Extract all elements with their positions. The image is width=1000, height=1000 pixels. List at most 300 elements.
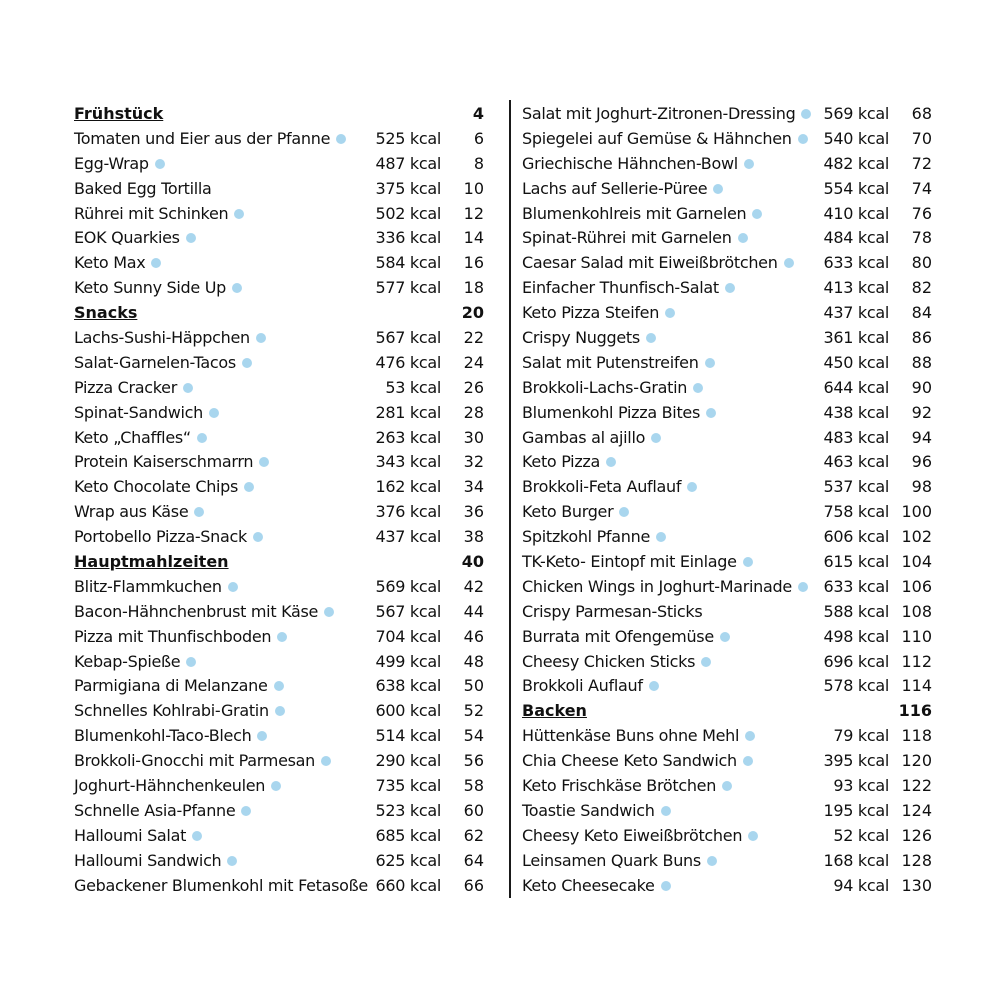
recipe-name-text: Blumenkohlreis mit Garnelen — [522, 203, 747, 223]
recipe-name-text: Keto „Chaffles“ — [74, 427, 191, 447]
recipe-name — [522, 500, 629, 525]
page-number: 60 — [463, 800, 484, 820]
recipe-name — [74, 226, 196, 251]
recipe-name — [74, 625, 287, 650]
page-number: 72 — [911, 153, 932, 173]
keto-badge-icon — [701, 657, 711, 667]
page-number: 116 — [898, 701, 932, 721]
recipe-name — [74, 849, 237, 874]
calories: 537 kcal — [823, 477, 889, 497]
recipe-name — [74, 824, 202, 849]
calories: 281 kcal — [375, 402, 441, 422]
page-number: 62 — [463, 825, 484, 845]
page-number: 106 — [901, 576, 932, 596]
keto-badge-icon — [743, 557, 753, 567]
keto-badge-icon — [155, 159, 165, 169]
toc-entry — [522, 127, 932, 152]
page-number: 118 — [901, 726, 932, 746]
toc-entry — [522, 650, 932, 675]
toc-entry — [522, 500, 932, 525]
recipe-name-text: EOK Quarkies — [74, 228, 180, 248]
toc-entry — [74, 749, 484, 774]
calories: 162 kcal — [375, 477, 441, 497]
calories: 168 kcal — [823, 850, 889, 870]
calories: 685 kcal — [375, 825, 441, 845]
toc-entry — [74, 475, 484, 500]
toc-entry — [74, 202, 484, 227]
recipe-name — [522, 450, 616, 475]
calories: 567 kcal — [375, 601, 441, 621]
toc-entry — [522, 226, 932, 251]
page-number: 98 — [911, 477, 932, 497]
recipe-name — [522, 326, 656, 351]
section-title-text: Backen — [522, 701, 587, 721]
recipe-name — [522, 525, 666, 550]
calories: 577 kcal — [375, 278, 441, 298]
recipe-name — [74, 724, 267, 749]
toc-entry — [74, 824, 484, 849]
recipe-name-text: Griechische Hähnchen-Bowl — [522, 153, 738, 173]
recipe-name-text: Keto Pizza — [522, 452, 601, 472]
calories: 588 kcal — [823, 601, 889, 621]
calories: 376 kcal — [375, 502, 441, 522]
calories: 395 kcal — [823, 751, 889, 771]
page-number: 48 — [463, 651, 484, 671]
calories: 525 kcal — [375, 128, 441, 148]
recipe-name — [74, 376, 193, 401]
calories: 633 kcal — [823, 576, 889, 596]
keto-badge-icon — [241, 806, 251, 816]
page-number: 84 — [911, 303, 932, 323]
recipe-name-text: Spinat-Sandwich — [74, 402, 203, 422]
page-number: 28 — [463, 402, 484, 422]
keto-badge-icon — [745, 731, 755, 741]
recipe-name-text: Lachs-Sushi-Häppchen — [74, 328, 250, 348]
keto-badge-icon — [706, 408, 716, 418]
recipe-name-text: Keto Chocolate Chips — [74, 477, 239, 497]
keto-badge-icon — [209, 408, 219, 418]
keto-badge-icon — [242, 358, 252, 368]
calories: 361 kcal — [823, 328, 889, 348]
section-title — [522, 699, 587, 724]
toc-entry — [74, 276, 484, 301]
keto-badge-icon — [336, 134, 346, 144]
page-number: 130 — [901, 875, 932, 895]
calories: 584 kcal — [375, 253, 441, 273]
recipe-name-text: Schnelle Asia-Pfanne — [74, 800, 236, 820]
recipe-name — [74, 475, 254, 500]
recipe-name-text: Cheesy Chicken Sticks — [522, 651, 696, 671]
page-number: 8 — [473, 153, 484, 173]
page-number: 124 — [901, 800, 932, 820]
calories: 52 kcal — [833, 825, 889, 845]
page-number: 122 — [901, 776, 932, 796]
calories: 554 kcal — [823, 178, 889, 198]
keto-badge-icon — [665, 308, 675, 318]
page-number: 74 — [911, 178, 932, 198]
toc-entry — [74, 326, 484, 351]
page-number: 86 — [911, 328, 932, 348]
recipe-name — [522, 874, 671, 899]
toc-entry — [522, 749, 932, 774]
page-number: 54 — [463, 726, 484, 746]
recipe-name-text: Halloumi Sandwich — [74, 850, 222, 870]
page-number: 58 — [463, 776, 484, 796]
recipe-name — [74, 525, 263, 550]
page-number: 100 — [901, 502, 932, 522]
page-number: 78 — [911, 228, 932, 248]
page-number: 14 — [463, 228, 484, 248]
recipe-name — [522, 351, 715, 376]
page-number: 36 — [463, 502, 484, 522]
calories: 483 kcal — [823, 427, 889, 447]
calories: 625 kcal — [375, 850, 441, 870]
recipe-name-text: Cheesy Keto Eiweißbrötchen — [522, 825, 743, 845]
toc-entry — [74, 600, 484, 625]
page-number: 114 — [901, 676, 932, 696]
recipe-name — [74, 202, 244, 227]
recipe-name-text: Toastie Sandwich — [522, 800, 655, 820]
recipe-name — [522, 650, 711, 675]
section-heading — [74, 301, 484, 326]
calories: 53 kcal — [385, 377, 441, 397]
toc-entry — [74, 376, 484, 401]
recipe-name — [522, 674, 659, 699]
page-number: 18 — [463, 278, 484, 298]
keto-badge-icon — [234, 209, 244, 219]
keto-badge-icon — [784, 258, 794, 268]
toc-entry — [522, 202, 932, 227]
recipe-name-text: Chia Cheese Keto Sandwich — [522, 751, 737, 771]
page-number: 102 — [901, 527, 932, 547]
calories: 615 kcal — [823, 552, 889, 572]
keto-badge-icon — [227, 856, 237, 866]
toc-entry — [522, 301, 932, 326]
recipe-name-text: Spinat-Rührei mit Garnelen — [522, 228, 732, 248]
keto-badge-icon — [194, 507, 204, 517]
recipe-name-text: Keto Sunny Side Up — [74, 278, 226, 298]
recipe-name-text: Salat-Garnelen-Tacos — [74, 352, 236, 372]
toc-left-column — [74, 102, 484, 899]
recipe-name — [522, 251, 794, 276]
keto-badge-icon — [256, 333, 266, 343]
toc-entry — [522, 276, 932, 301]
recipe-name — [522, 376, 703, 401]
recipe-name-text: Wrap aus Käse — [74, 502, 189, 522]
keto-badge-icon — [253, 532, 263, 542]
recipe-name-text: Halloumi Salat — [74, 825, 187, 845]
recipe-name — [522, 152, 754, 177]
recipe-name — [522, 550, 753, 575]
recipe-name — [522, 401, 716, 426]
page-number: 104 — [901, 552, 932, 572]
recipe-name-text: Parmigiana di Melanzane — [74, 676, 268, 696]
recipe-name-text: Gambas al ajillo — [522, 427, 646, 447]
keto-badge-icon — [274, 681, 284, 691]
calories: 578 kcal — [823, 676, 889, 696]
recipe-name-text: TK-Keto- Eintopf mit Einlage — [522, 552, 737, 572]
page-number: 70 — [911, 128, 932, 148]
recipe-name — [74, 749, 331, 774]
calories: 569 kcal — [375, 576, 441, 596]
recipe-name — [74, 251, 161, 276]
recipe-name — [522, 127, 808, 152]
recipe-name-text: Rührei mit Schinken — [74, 203, 229, 223]
recipe-name — [522, 276, 735, 301]
calories: 476 kcal — [375, 352, 441, 372]
calories: 696 kcal — [823, 651, 889, 671]
calories: 540 kcal — [823, 128, 889, 148]
recipe-name-text: Keto Burger — [522, 502, 614, 522]
toc-entry — [74, 127, 484, 152]
keto-badge-icon — [321, 756, 331, 766]
column-divider — [509, 100, 511, 898]
toc-entry — [74, 426, 484, 451]
toc-entry — [522, 674, 932, 699]
calories: 410 kcal — [823, 203, 889, 223]
recipe-name-text: Lachs auf Sellerie-Püree — [522, 178, 708, 198]
recipe-name-text: Hüttenkäse Buns ohne Mehl — [522, 726, 740, 746]
keto-badge-icon — [693, 383, 703, 393]
recipe-name — [74, 699, 285, 724]
calories: 569 kcal — [823, 104, 889, 123]
calories: 336 kcal — [375, 228, 441, 248]
recipe-name-text: Keto Cheesecake — [522, 875, 655, 895]
calories: 606 kcal — [823, 527, 889, 547]
toc-entry — [522, 600, 932, 625]
page-number: 94 — [911, 427, 932, 447]
calories: 463 kcal — [823, 452, 889, 472]
recipe-name-text: Baked Egg Tortilla — [74, 178, 212, 198]
page-number: 50 — [463, 676, 484, 696]
calories: 498 kcal — [823, 626, 889, 646]
keto-badge-icon — [707, 856, 717, 866]
recipe-name-text: Keto Pizza Steifen — [522, 303, 660, 323]
calories: 413 kcal — [823, 278, 889, 298]
calories: 502 kcal — [375, 203, 441, 223]
page-number: 64 — [463, 850, 484, 870]
page-number: 34 — [463, 477, 484, 497]
recipe-name — [74, 600, 334, 625]
recipe-name — [74, 276, 242, 301]
recipe-name — [74, 674, 284, 699]
recipe-name-text: Pizza mit Thunfischboden — [74, 626, 272, 646]
keto-badge-icon — [277, 632, 287, 642]
toc-entry — [522, 351, 932, 376]
calories: 484 kcal — [823, 228, 889, 248]
recipe-name-text: Egg-Wrap — [74, 153, 149, 173]
section-title — [74, 102, 163, 127]
page-number: 20 — [461, 303, 484, 323]
toc-entry — [522, 475, 932, 500]
recipe-name — [522, 102, 811, 127]
recipe-name — [522, 226, 748, 251]
calories: 567 kcal — [375, 328, 441, 348]
calories: 438 kcal — [823, 402, 889, 422]
toc-entry — [74, 226, 484, 251]
toc-entry — [522, 824, 932, 849]
toc-entry — [522, 152, 932, 177]
recipe-name — [522, 600, 702, 625]
recipe-name — [74, 152, 165, 177]
recipe-name — [74, 426, 207, 451]
page-number: 40 — [461, 552, 484, 572]
keto-badge-icon — [271, 781, 281, 791]
recipe-name-text: Chicken Wings in Joghurt-Marinade — [522, 576, 792, 596]
toc-entry — [522, 724, 932, 749]
keto-badge-icon — [244, 482, 254, 492]
recipe-name — [74, 326, 266, 351]
page-number: 42 — [463, 576, 484, 596]
toc-entry — [522, 376, 932, 401]
toc-entry — [522, 102, 932, 127]
recipe-name — [522, 724, 755, 749]
page-number: 112 — [901, 651, 932, 671]
keto-badge-icon — [186, 657, 196, 667]
page-number: 38 — [463, 527, 484, 547]
keto-badge-icon — [661, 806, 671, 816]
page-number: 110 — [901, 626, 932, 646]
recipe-name-text: Salat mit Putenstreifen — [522, 352, 699, 372]
calories: 195 kcal — [823, 800, 889, 820]
recipe-name-text: Einfacher Thunfisch-Salat — [522, 278, 719, 298]
calories: 487 kcal — [375, 153, 441, 173]
recipe-name — [74, 799, 251, 824]
recipe-name-text: Brokkoli-Gnocchi mit Parmesan — [74, 751, 316, 771]
recipe-name — [74, 351, 252, 376]
toc-entry — [74, 799, 484, 824]
page-number: 96 — [911, 452, 932, 472]
recipe-name-text: Protein Kaiserschmarrn — [74, 452, 254, 472]
keto-badge-icon — [713, 184, 723, 194]
calories: 263 kcal — [375, 427, 441, 447]
recipe-name — [522, 774, 732, 799]
toc-entry — [522, 550, 932, 575]
page-number: 16 — [463, 253, 484, 273]
calories: 633 kcal — [823, 253, 889, 273]
recipe-name — [74, 575, 238, 600]
toc-entry — [74, 650, 484, 675]
page-number: 66 — [463, 875, 484, 895]
recipe-name-text: Burrata mit Ofengemüse — [522, 626, 714, 646]
keto-badge-icon — [798, 582, 808, 592]
toc-entry — [74, 699, 484, 724]
recipe-name-text: Joghurt-Hähnchenkeulen — [74, 776, 266, 796]
toc-entry — [74, 251, 484, 276]
recipe-name — [522, 177, 723, 202]
page-number: 6 — [473, 128, 484, 148]
keto-badge-icon — [619, 507, 629, 517]
toc-entry — [74, 849, 484, 874]
calories: 704 kcal — [375, 626, 441, 646]
calories: 343 kcal — [375, 452, 441, 472]
keto-badge-icon — [744, 159, 754, 169]
recipe-name — [74, 450, 269, 475]
section-title-text: Snacks — [74, 303, 138, 323]
recipe-name-text: Crispy Nuggets — [522, 328, 640, 348]
calories: 375 kcal — [375, 178, 441, 198]
recipe-name — [74, 650, 196, 675]
keto-badge-icon — [275, 706, 285, 716]
keto-badge-icon — [151, 258, 161, 268]
toc-entry — [522, 575, 932, 600]
page-number: 30 — [463, 427, 484, 447]
recipe-name — [74, 127, 346, 152]
page-number: 90 — [911, 377, 932, 397]
keto-badge-icon — [743, 756, 753, 766]
toc-entry — [522, 774, 932, 799]
calories: 638 kcal — [375, 676, 441, 696]
keto-badge-icon — [649, 681, 659, 691]
recipe-name — [522, 475, 697, 500]
keto-badge-icon — [257, 731, 267, 741]
toc-entry — [522, 251, 932, 276]
toc-entry — [74, 450, 484, 475]
calories: 758 kcal — [823, 502, 889, 522]
keto-badge-icon — [720, 632, 730, 642]
recipe-name-text: Bacon-Hähnchenbrust mit Käse — [74, 601, 319, 621]
recipe-name — [522, 301, 675, 326]
section-title-text: Hauptmahlzeiten — [74, 552, 229, 572]
toc-entry — [522, 177, 932, 202]
recipe-name-text: Keto Max — [74, 253, 146, 273]
calories: 450 kcal — [823, 352, 889, 372]
page-number: 88 — [911, 352, 932, 372]
recipe-name — [74, 401, 219, 426]
page-number: 128 — [901, 850, 932, 870]
toc-entry — [74, 152, 484, 177]
section-heading — [74, 550, 484, 575]
toc-entry — [74, 625, 484, 650]
keto-badge-icon — [687, 482, 697, 492]
recipe-name-text: Leinsamen Quark Buns — [522, 850, 701, 870]
toc-entry — [74, 177, 484, 202]
keto-badge-icon — [661, 881, 671, 891]
section-heading — [522, 699, 932, 724]
toc-entry — [74, 774, 484, 799]
recipe-name-text: Portobello Pizza-Snack — [74, 527, 247, 547]
recipe-name-text: Brokkoli Auflauf — [522, 676, 643, 696]
page-number: 44 — [463, 601, 484, 621]
keto-badge-icon — [748, 831, 758, 841]
calories: 290 kcal — [375, 751, 441, 771]
keto-badge-icon — [232, 283, 242, 293]
page-number: 126 — [901, 825, 932, 845]
keto-badge-icon — [324, 607, 334, 617]
recipe-name-text: Gebackener Blumenkohl mit Fetasoße — [74, 875, 368, 895]
recipe-name-text: Kebap-Spieße — [74, 651, 181, 671]
recipe-name — [522, 625, 730, 650]
recipe-name-text: Tomaten und Eier aus der Pfanne — [74, 128, 331, 148]
recipe-name — [522, 426, 661, 451]
section-heading — [74, 102, 484, 127]
page-number: 108 — [901, 601, 932, 621]
toc-entry — [522, 799, 932, 824]
recipe-name — [522, 799, 671, 824]
page-number: 4 — [472, 104, 484, 123]
keto-badge-icon — [651, 433, 661, 443]
page-number: 22 — [463, 328, 484, 348]
keto-badge-icon — [798, 134, 808, 144]
toc-entry — [522, 450, 932, 475]
calories: 437 kcal — [823, 303, 889, 323]
keto-badge-icon — [656, 532, 666, 542]
page-number: 46 — [463, 626, 484, 646]
calories: 600 kcal — [375, 701, 441, 721]
keto-badge-icon — [186, 233, 196, 243]
recipe-name — [74, 177, 212, 202]
recipe-name-text: Caesar Salad mit Eiweißbrötchen — [522, 253, 778, 273]
